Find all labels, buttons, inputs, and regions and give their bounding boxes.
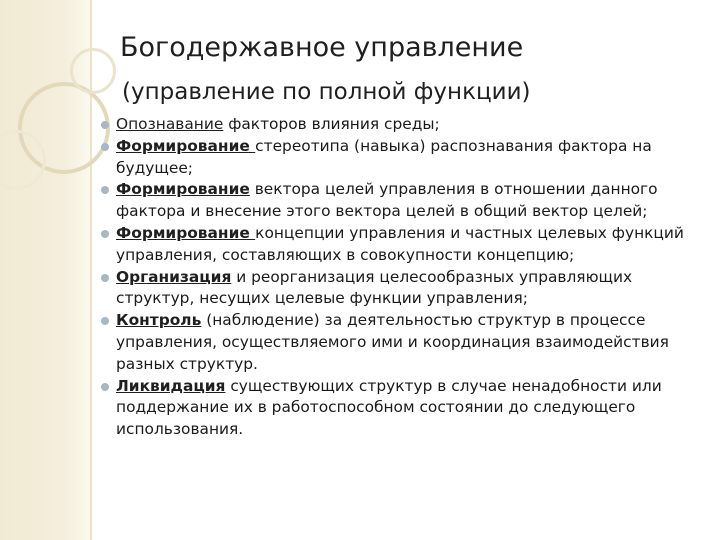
bullet-text: факторов влияния среды; (223, 115, 440, 133)
bullet-text: стереотипа (навыка) распознавания фактора на будущее; (116, 136, 652, 177)
bullet-dot-icon (101, 274, 109, 282)
bullet-dot-icon (101, 230, 109, 238)
bullet-list (116, 114, 712, 441)
bullet-dot-icon (101, 186, 109, 194)
bullet-term: Опознавание (116, 115, 224, 133)
bullet-item (116, 179, 712, 223)
bullet-text: (наблюдение) за деятельностью структур в процессе управления, осуществляемого ими и координация взаимодействия разных структур. (116, 311, 669, 373)
bullet-dot-icon (101, 143, 109, 151)
bullet-term: Формирование (116, 136, 256, 155)
bullet-item (116, 114, 712, 136)
bullet-item (116, 223, 712, 267)
bullet-term: Формирование (116, 223, 256, 242)
bullet-dot-icon (101, 121, 109, 129)
decorative-ring-small (70, 48, 116, 94)
bullet-term: Контроль (116, 311, 202, 330)
bullet-item (116, 267, 712, 311)
bullet-text: и реорганизация целесообразных управляющих структур, несущих целевые функции управления; (116, 267, 633, 308)
bullet-term: Организация (116, 267, 232, 286)
bullet-text: вектора целей управления в отношении данного фактора и внесение этого вектора целей в общий вектор целей; (116, 180, 658, 221)
bullet-dot-icon (101, 317, 109, 325)
bullet-text: концепции управления и частных целевых функций управления, составляющих в совокупности концепцию; (116, 223, 684, 264)
bullet-term: Формирование (116, 180, 250, 199)
slide-subtitle: (управление по полной функции) (122, 79, 531, 105)
bullet-term: Ликвидация (116, 376, 226, 395)
bullet-item (116, 310, 712, 375)
bullet-dot-icon (101, 383, 109, 391)
slide-title: Богодержавное управление (120, 32, 524, 63)
bullet-text: существующих структур в случае ненадобности или поддержание их в работоспособном состоянии до следующего использования. (116, 376, 662, 439)
bullet-item (116, 376, 712, 441)
bullet-item (116, 136, 712, 180)
